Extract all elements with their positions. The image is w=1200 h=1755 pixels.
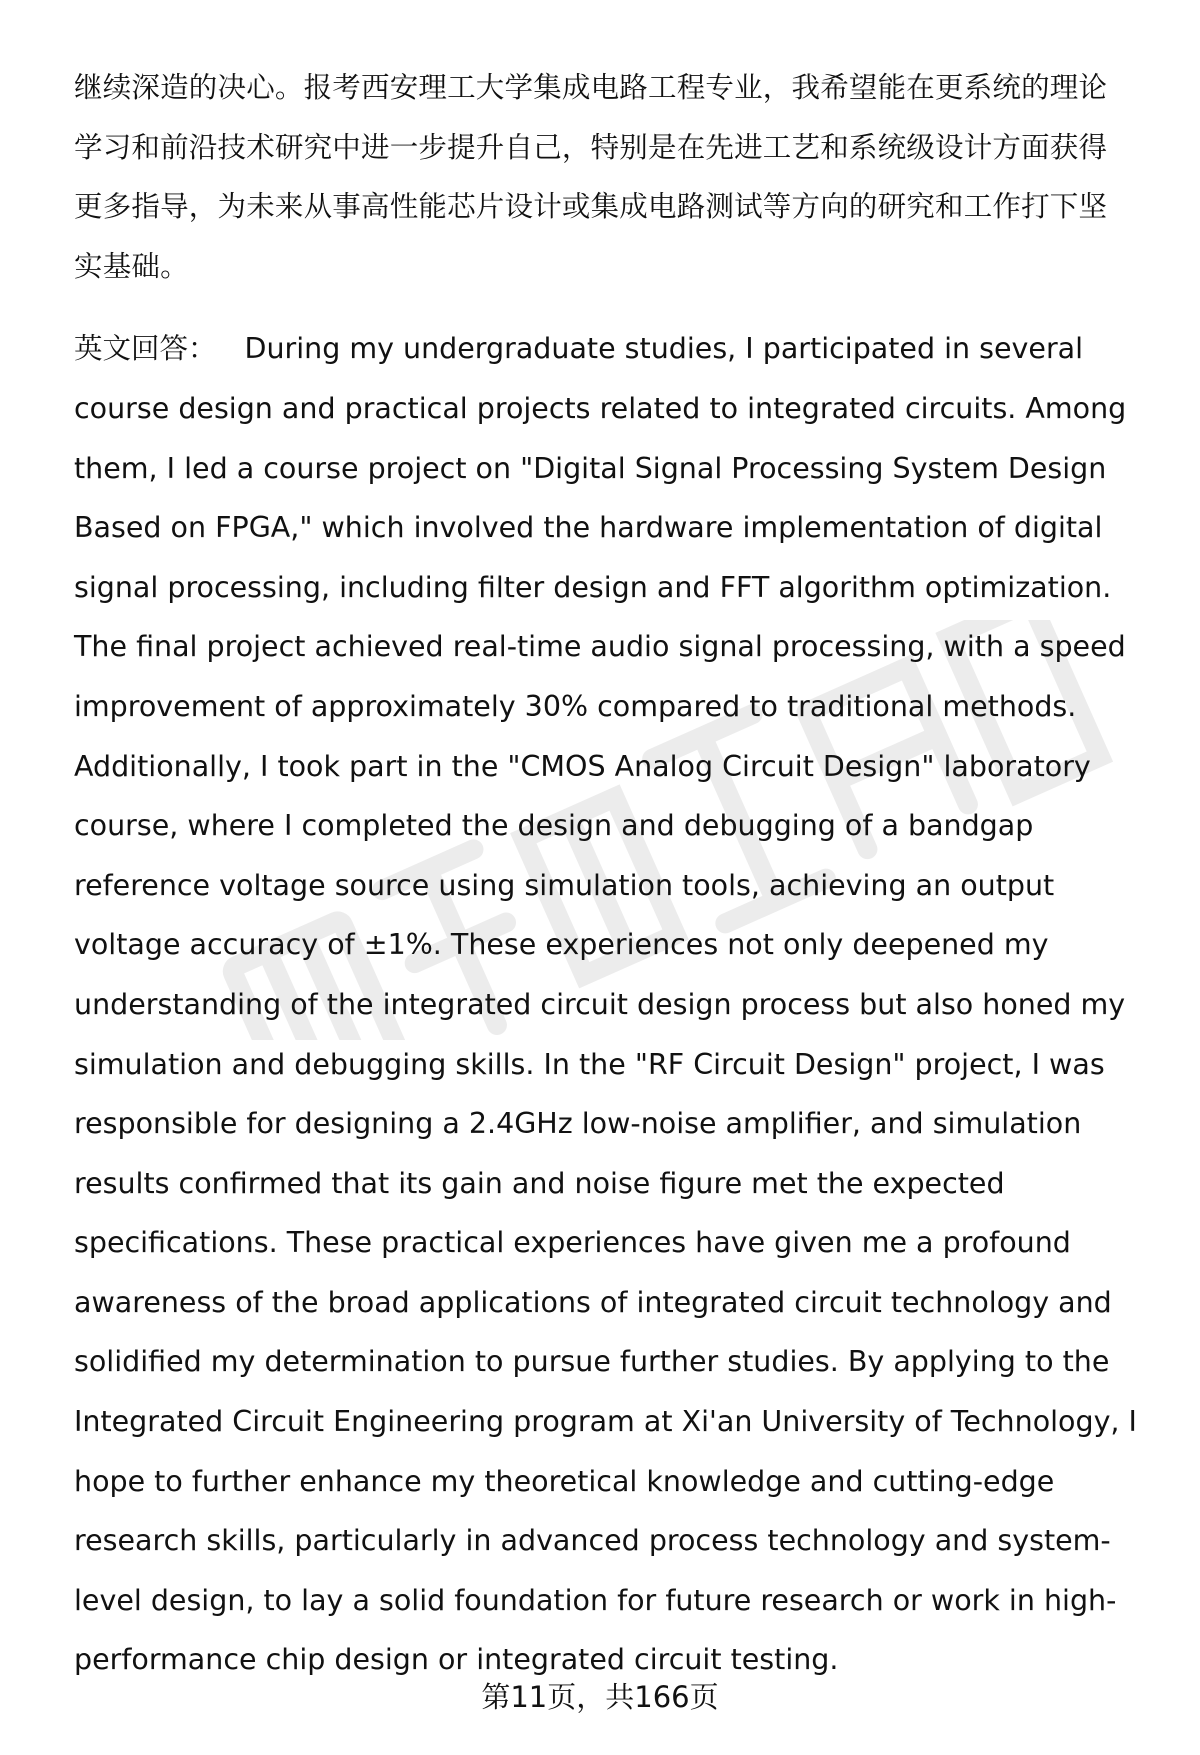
- en-line: The final project achieved real-time audio signal processing, with a speed: [74, 630, 1126, 664]
- cn-line: 学习和前沿技术研究中进一步提升自己，特别是在先进工艺和系统级设计方面获得: [74, 130, 1108, 164]
- page-number-footer: 第11页，共166页: [481, 1680, 719, 1714]
- cn-line: 更多指导，为未来从事高性能芯片设计或集成电路测试等方向的研究和工作打下坚: [74, 190, 1108, 224]
- en-line: awareness of the broad applications of integrated circuit technology and: [74, 1285, 1112, 1319]
- en-line-text: During my undergraduate studies, I participated in several: [244, 332, 1084, 366]
- en-line: course, where I completed the design and debugging of a bandgap: [74, 809, 1034, 843]
- en-line: signal processing, including filter design and FFT algorithm optimization.: [74, 570, 1112, 604]
- document-page: [74, 58, 1150, 1690]
- en-line: performance chip design or integrated circuit testing.: [74, 1643, 839, 1677]
- en-line-first: [74, 319, 1150, 379]
- en-line: course design and practical projects related to integrated circuits. Among: [74, 391, 1127, 425]
- en-line: results confirmed that its gain and noise figure met the expected: [74, 1166, 1005, 1200]
- en-line: reference voltage source using simulation tools, achieving an output: [74, 868, 1055, 902]
- en-line: Integrated Circuit Engineering program at Xi'an University of Technology, I: [74, 1405, 1137, 1439]
- english-answer-paragraph: [74, 319, 1150, 1690]
- en-line: them, I led a course project on "Digital Signal Processing System Design: [74, 451, 1107, 485]
- en-line: specifications. These practical experiences have given me a profound: [74, 1226, 1071, 1260]
- en-line: research skills, particularly in advanced process technology and system-: [74, 1524, 1111, 1558]
- chinese-paragraph: [74, 58, 1150, 296]
- en-line: solidified my determination to pursue further studies. By applying to the: [74, 1345, 1110, 1379]
- en-line: understanding of the integrated circuit design process but also honed my: [74, 987, 1126, 1021]
- english-answer-label: 英文回答：: [74, 332, 217, 366]
- cn-line: 继续深造的决心。报考西安理工大学集成电路工程专业，我希望能在更系统的理论: [74, 71, 1108, 104]
- en-line: simulation and debugging skills. In the "RF Circuit Design" project, I was: [74, 1047, 1105, 1081]
- en-line: responsible for designing a 2.4GHz low-noise amplifier, and simulation: [74, 1107, 1082, 1141]
- en-line: Based on FPGA," which involved the hardware implementation of digital: [74, 511, 1103, 545]
- en-line: Additionally, I took part in the "CMOS Analog Circuit Design" laboratory: [74, 749, 1091, 783]
- en-line: improvement of approximately 30% compared to traditional methods.: [74, 689, 1077, 723]
- cn-line: 实基础。: [74, 249, 189, 283]
- en-line: voltage accuracy of ±1%. These experiences not only deepened my: [74, 928, 1049, 962]
- en-line: level design, to lay a solid foundation for future research or work in high-: [74, 1583, 1117, 1617]
- en-line: hope to further enhance my theoretical knowledge and cutting-edge: [74, 1464, 1055, 1498]
